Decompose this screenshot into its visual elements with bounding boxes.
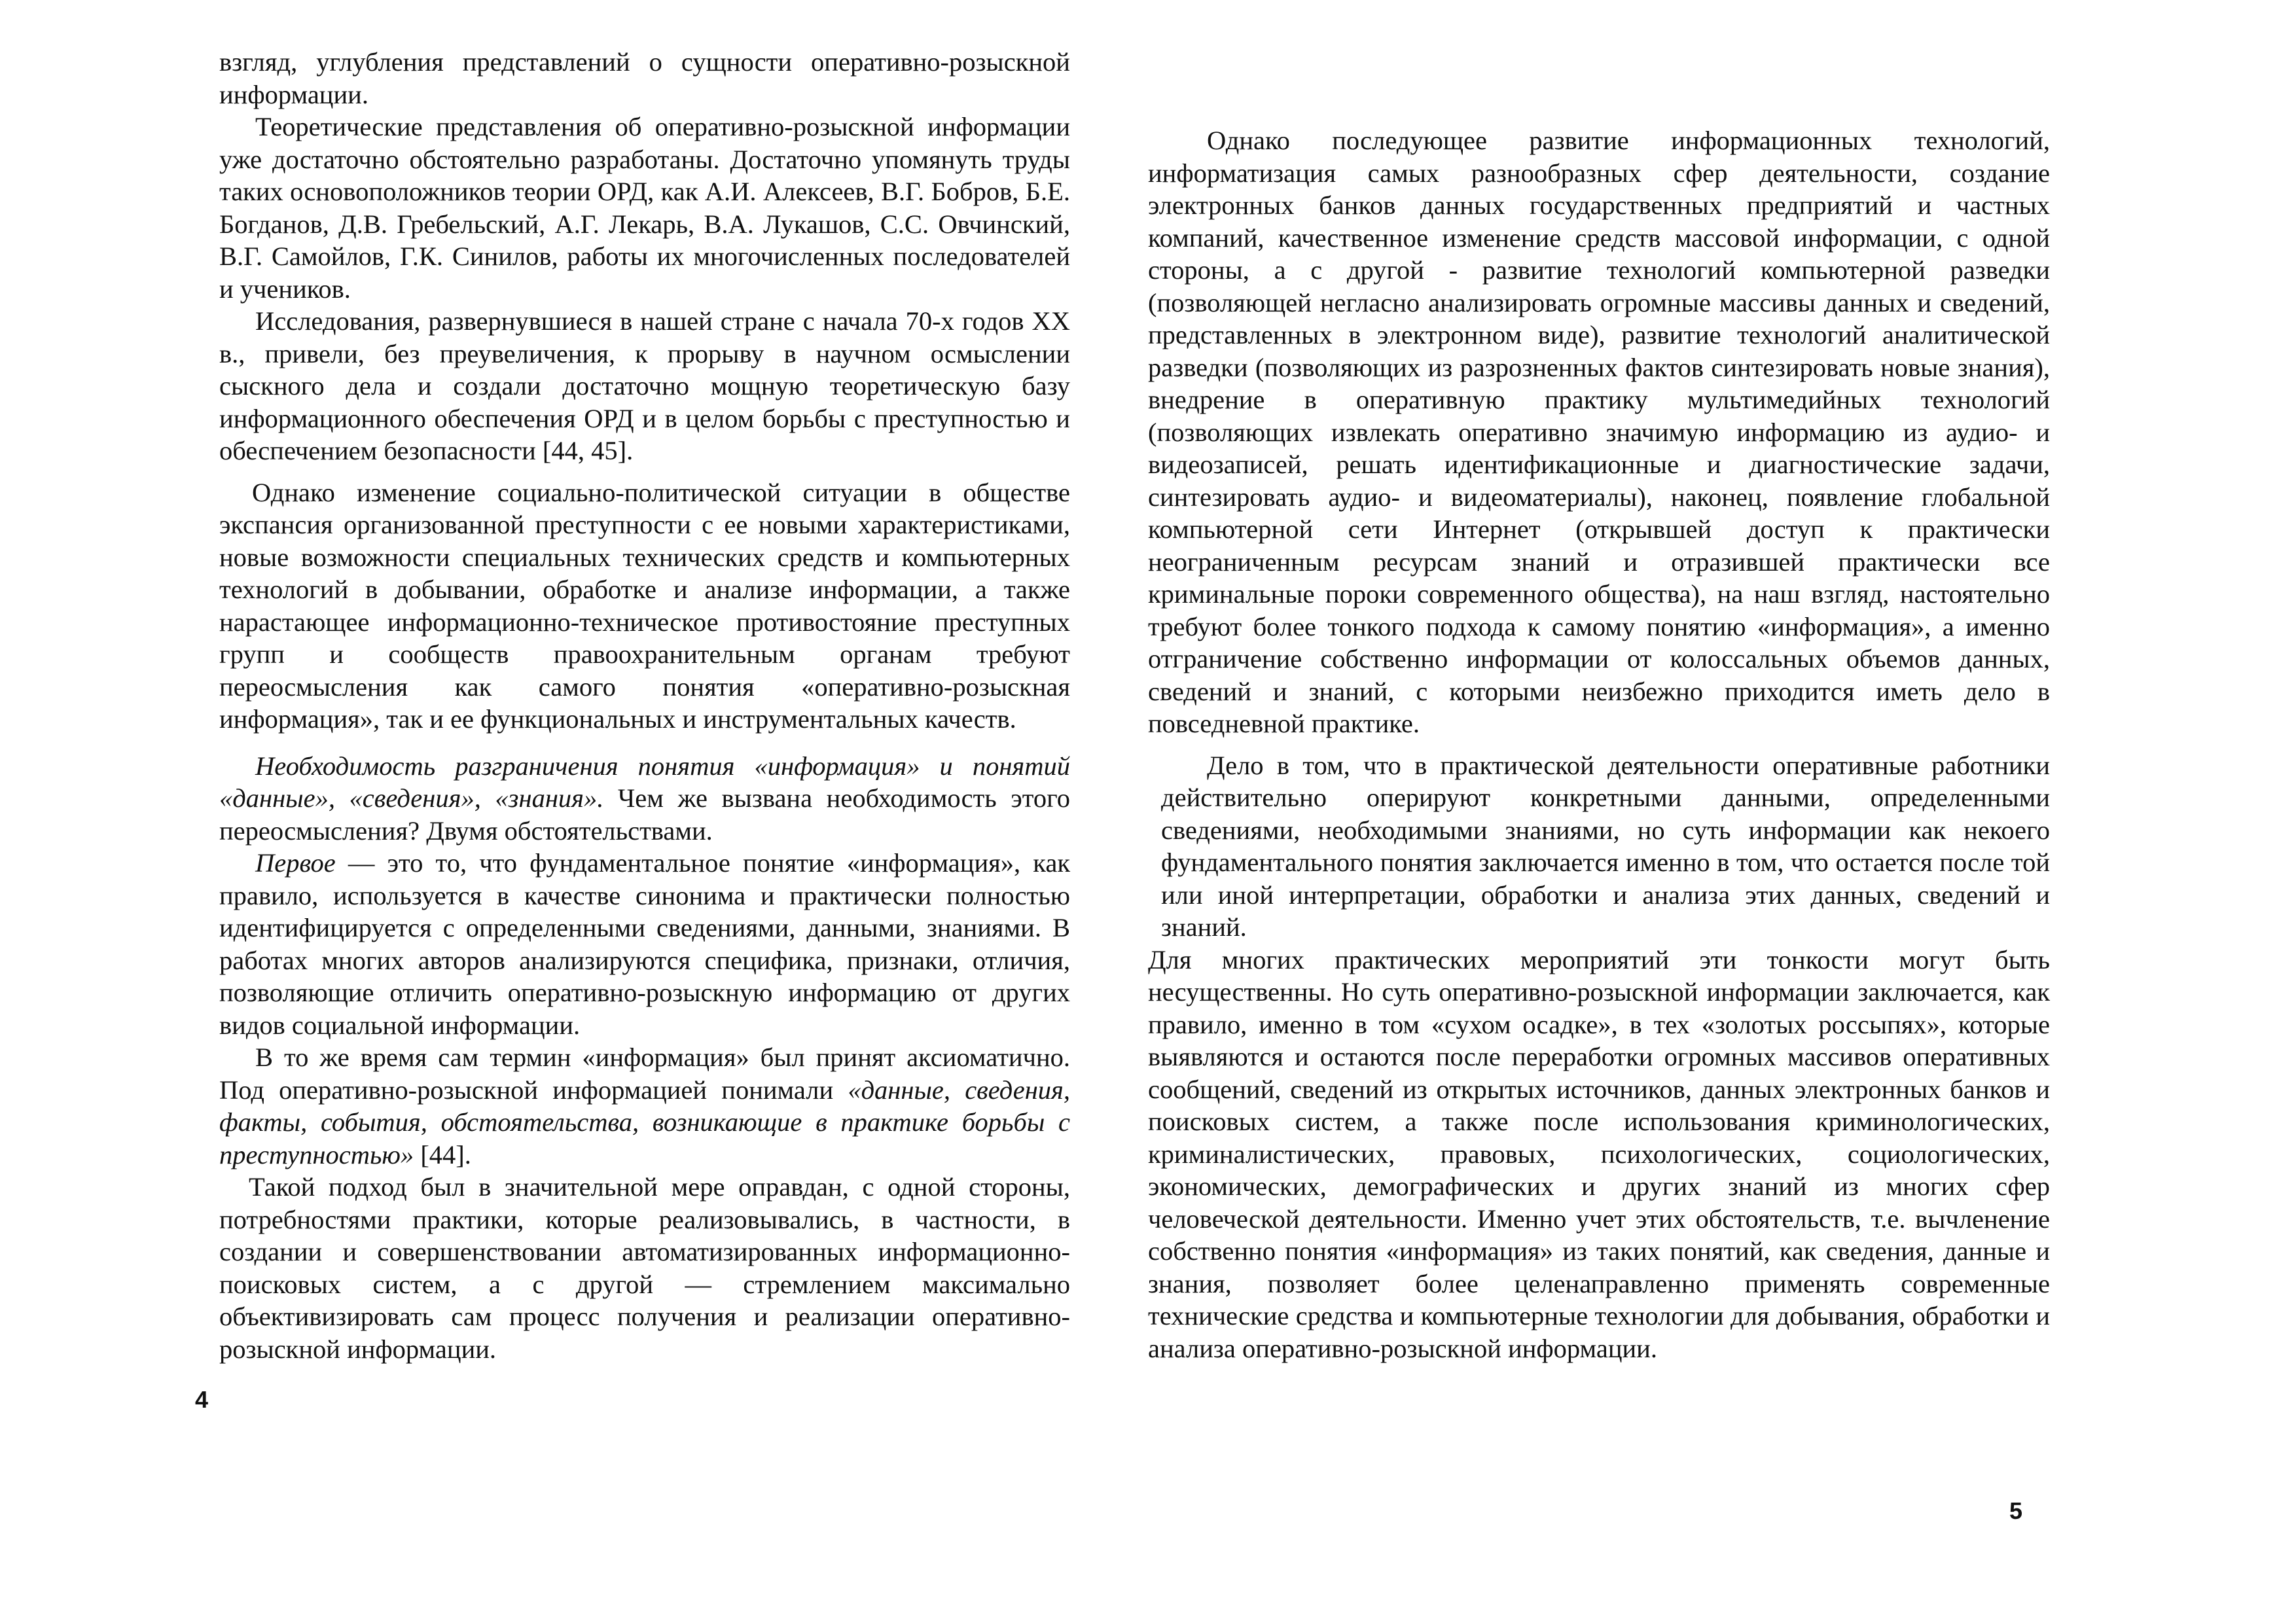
paragraph: Дело в том, что в практической деятельности оперативные работники действительно оперируют конкретными данными, определенными сведениями, необходимыми знаниями, но суть информации как некоего фундаментального понятия заключается именно в том, что остается после той или иной интерпретации, обработки и анализа этих данных, сведений и знаний.	[1161, 750, 2050, 942]
section-heading: Необходимость разграничения понятия «информация» и понятий «данные», «сведения», «знания».	[219, 751, 1070, 813]
emphasis: Первое	[255, 848, 336, 878]
left-page-text	[219, 46, 1070, 1365]
paragraph-text: Чем же вызвана необходимость этого переосмысления? Двумя обстоятельствами.	[219, 783, 1070, 846]
right-page-text	[1148, 124, 2050, 1364]
paragraph	[219, 750, 1070, 847]
paragraph: Однако изменение социально-политической ситуации в обществе экспансия организованной преступности с ее новыми характеристиками, новые возможности специальных технических средств и компьютерных технологий в добывании, обработке и анализе информации, а также нарастающее информационно-техническое противостояние преступных групп и сообществ правоохранительным органам требуют переосмысления как самого понятия «оперативно-розыскная информация», так и ее функциональных и инструментальных качеств.	[219, 477, 1070, 734]
page-number: 4	[195, 1386, 209, 1413]
page-number: 5	[2009, 1497, 2023, 1524]
quotation: «данные, сведения, факты, события, обстоятельства, возникающие в практике борьбы с преступностью»	[219, 1075, 1070, 1169]
paragraph	[219, 847, 1070, 1041]
paragraph: Такой подход был в значительной мере оправдан, с одной стороны, потребностями практики, которые реализовывались, в частности, в создании и совершенствовании автоматизированных информационно-поисковых систем, а с другой — стремлением максимально объективизировать сам процесс получения и реализации оперативно-розыскной информации.	[219, 1172, 1070, 1364]
paragraph-text: — это то, что фундаментальное понятие «информация», как правило, используется в качестве синонима и практически полностью идентифицируется с определенными сведениями, данными, знаниями. В работах многих авторов анализируются специфика, признаки, отличия, позволяющие отличить оперативно-розыскную информацию от других видов социальной информации.	[219, 848, 1070, 1040]
paragraph: Для многих практических мероприятий эти тонкости могут быть несущественны. Но суть оперативно-розыскной информации заключается, как правило, именно в том «сухом осадке», в тех «золотых россыпях», которые выявляются и остаются после переработки огромных массивов оперативных сообщений, сведений из открытых источников, данных электронных банков и поисковых систем, а также после использования криминологических, криминалистических, правовых, психологических, социологических, экономических, демографических и других знаний из многих сфер человеческой деятельности. Именно учет этих обстоятельств, т.е. вычленение собственно понятия «информация» из таких понятий, как сведения, данные и знания, позволяет более целенаправленно применять современные технические средства и компьютерные технологии для добывания, обработки и анализа оперативно-розыскной информации.	[1148, 944, 2050, 1363]
citation: [44].	[414, 1139, 471, 1169]
paragraph: Теоретические представления об оперативно-розыскной информации уже достаточно обстоятельно разработаны. Достаточно упомянуть труды таких основоположников теории ОРД, как А.И. Алексеев, В.Г. Бобров, Б.Е. Богданов, Д.В. Гребельский, А.Г. Лекарь, В.А. Лукашов, С.С. Овчинский, В.Г. Самойлов, Г.К. Синилов, работы их многочисленных последователей и учеников.	[219, 112, 1070, 304]
paragraph	[219, 1041, 1070, 1171]
paragraph: Исследования, развернувшиеся в нашей стране с начала 70-х годов XX в., привели, без преувеличения, к прорыву в научном осмыслении сыскного дела и создали достаточно мощную теоретическую базу информационного обеспечения ОРД и в целом борьбы с преступностью и обеспечением безопасности [44, 45].	[219, 306, 1070, 465]
paragraph: Однако последующее развитие информационных технологий, информатизация самых разнообразных сфер деятельности, создание электронных банков данных государственных предприятий и частных компаний, качественное изменение средств массовой информации, с одной стороны, а с другой - развитие технологий компьютерной разведки (позволяющей негласно анализировать огромные массивы данных и сведений, представленных в электронном виде), развитие технологий аналитической разведки (позволяющих из разрозненных фактов синтезировать новые знания), внедрение в оперативную практику мультимедийных технологий (позволяющих извлекать оперативно значимую информацию из аудио- и видеозаписей, решать идентификационные и диагностические задачи, синтезировать аудио- и видеоматериалы), наконец, появление глобальной компьютерной сети Интернет (открывшей доступ к практически неограниченным ресурсам знаний и отразившей практически все криминальные пороки современного общества), на наш взгляд, настоятельно требуют более тонкого подхода к самому понятию «информация», а именно отграничение собственно информации от колоссальных объемов данных, сведений и знаний, с которыми неизбежно приходится иметь дело в повседневной практике.	[1148, 126, 2050, 738]
paragraph: взгляд, углубления представлений о сущности оперативно-розыскной информации.	[219, 47, 1070, 109]
paragraph-text: В то же время сам термин «информация» был принят аксиоматично. Под оперативно-розыскной информацией понимали	[219, 1043, 1070, 1105]
